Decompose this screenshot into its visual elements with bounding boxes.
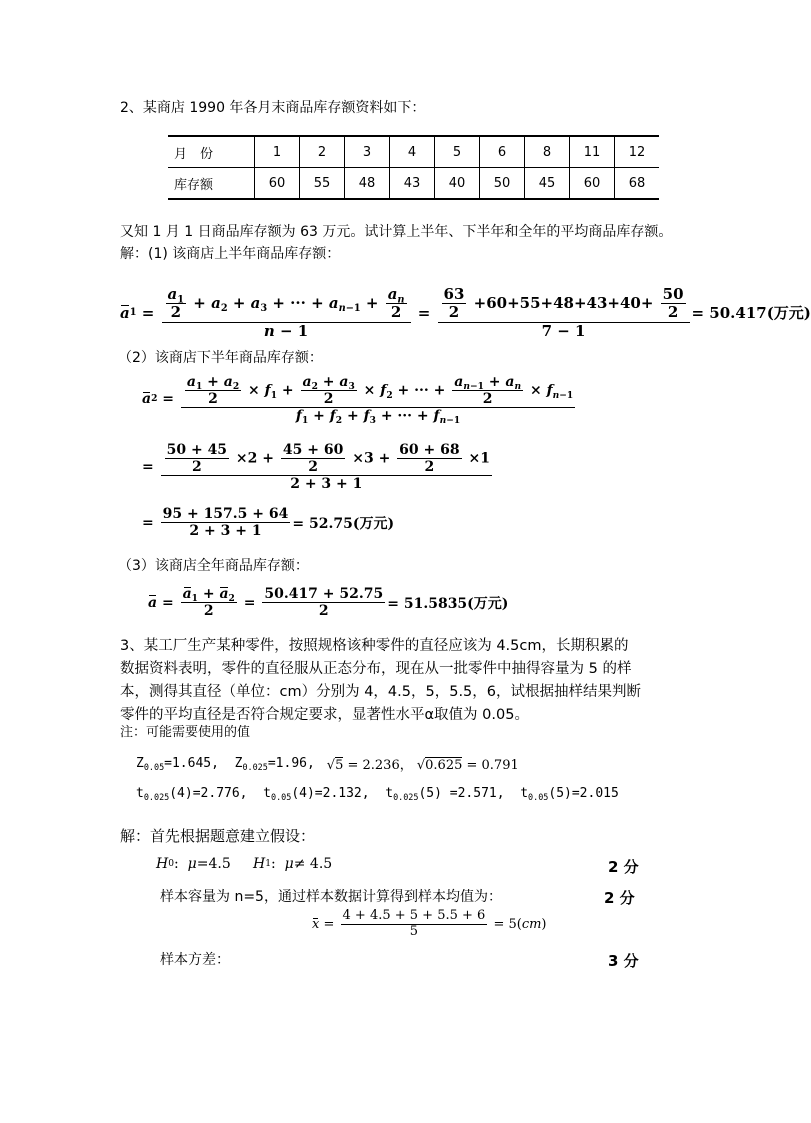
solution-part1-title: 解：(1) 该商店上半年商品库存额： <box>120 246 341 262</box>
reference-values-row2: $t_{0.025}(4)=2.776$, $t_{0.05}(4)=2.132$, $t_{0.025}(5) =2.571$, $t_{0.05}(5)=2.015$ <box>136 786 619 802</box>
month-cell: 3 <box>345 136 390 168</box>
month-cell: 6 <box>480 136 525 168</box>
reference-values-row1: $Z_{0.05}=1.645$, $Z_{0.025}=1.96$, √5 = 2.236， √0.625 = 0.791 <box>136 756 519 773</box>
month-cell: 1 <box>255 136 300 168</box>
stock-cell: 60 <box>570 168 615 200</box>
month-cell: 4 <box>390 136 435 168</box>
inventory-table <box>168 135 659 200</box>
q3-line4: 零件的平均直径是否符合规定要求，显著性水平α取值为 0.05。 <box>120 707 529 723</box>
second-half-result: = 52.75(万元) <box>292 515 395 532</box>
question-2-title: 2、某商店 1990 年各月末商品库存额资料如下： <box>120 100 426 116</box>
sample-variance-text: 样本方差： <box>160 952 230 968</box>
month-cell: 12 <box>615 136 660 168</box>
q3-line3: 本，测得其直径（单位：cm）分别为 4，4.5，5，5.5，6，试根据抽样结果判断 <box>120 684 641 700</box>
row-header-stock: 库存额 <box>168 168 255 200</box>
table-row-month <box>168 136 659 168</box>
month-cell: 11 <box>570 136 615 168</box>
table-row-stock <box>168 168 659 200</box>
sample-mean-formula: x = $\frac{4 + 4.5 + 5 + 5.5 + 6}{5}$ = 5(cm) <box>312 908 547 939</box>
solution-part3-title: （3）该商店全年商品库存额： <box>118 558 309 574</box>
stock-cell: 68 <box>615 168 660 200</box>
row-header-month: 月 份 <box>168 136 255 168</box>
known-condition: 又知 1 月 1 日商品库存额为 63 万元。试计算上半年、下半年和全年的平均商品库存额。 <box>120 224 673 240</box>
q3-solution-intro: 解：首先根据题意建立假设： <box>120 827 316 845</box>
solution-part2-title: （2）该商店下半年商品库存额： <box>118 350 323 366</box>
q3-line1: 3、某工厂生产某种零件，按照规格该种零件的直径应该为 4.5cm，长期积累的 <box>120 638 629 654</box>
formula-first-half-average: a 1 = $\frac{a_1}{2}$ + $a_2 + a_3$ + ··· + $a_{n-1}$ + $\frac{a_n}{2}$ n − 1 = $\frac{63}{2}$ +60+55+48+43+40+ $\frac{50}{2}$ 7 − 1 = 50.417(万元) <box>120 285 811 340</box>
month-cell: 5 <box>435 136 480 168</box>
formula-full-year: a = $\frac{a_1 + a_2}{2}$ = $\frac{50.417 + 52.75}{2}$ = 51.5835(万元) <box>148 586 509 620</box>
stock-cell: 40 <box>435 168 480 200</box>
q3-note: 注：可能需要使用的值 <box>120 725 251 740</box>
hypotheses: H 0 : μ =4.5 H 1 : μ ≠ 4.5 <box>156 856 333 872</box>
month-cell: 2 <box>300 136 345 168</box>
score-variance: 3 分 <box>608 952 639 970</box>
score-hypotheses: 2 分 <box>608 858 639 876</box>
stock-cell: 45 <box>525 168 570 200</box>
month-cell: 8 <box>525 136 570 168</box>
sample-mean-text: 样本容量为 n=5，通过样本数据计算得到样本均值为： <box>160 889 502 905</box>
first-half-result: = 50.417(万元) <box>691 304 811 323</box>
full-year-result: = 51.5835(万元) <box>387 595 509 612</box>
stock-cell: 55 <box>300 168 345 200</box>
stock-cell: 60 <box>255 168 300 200</box>
formula-second-half-numeric: = $\frac{50 + 45}{2}$ ×2 + $\frac{45 + 60}{2}$ ×3 + $\frac{60 + 68}{2}$ ×1 2 + 3 + 1 <box>142 442 490 493</box>
q3-line2: 数据资料表明，零件的直径服从正态分布，现在从一批零件中抽得容量为 5 的样 <box>120 661 632 677</box>
formula-second-half-general: a 2 = $\frac{a_1 + a_2}{2}$ × $f_1$ + $\frac{a_2 + a_3}{2}$ × $f_2$ + ··· + $\frac{a_{n-1} + a_n}{2}$ × $f_{n-1}$ $f_1 + f_2 + f_3$ + ··· + $f_{n-1}$ <box>142 374 574 427</box>
stock-cell: 48 <box>345 168 390 200</box>
stock-cell: 50 <box>480 168 525 200</box>
score-sample-mean: 2 分 <box>604 889 635 907</box>
formula-second-half-result: = $\frac{95 + 157.5 + 64}{2 + 3 + 1}$ = 52.75(万元) <box>142 506 395 540</box>
stock-cell: 43 <box>390 168 435 200</box>
